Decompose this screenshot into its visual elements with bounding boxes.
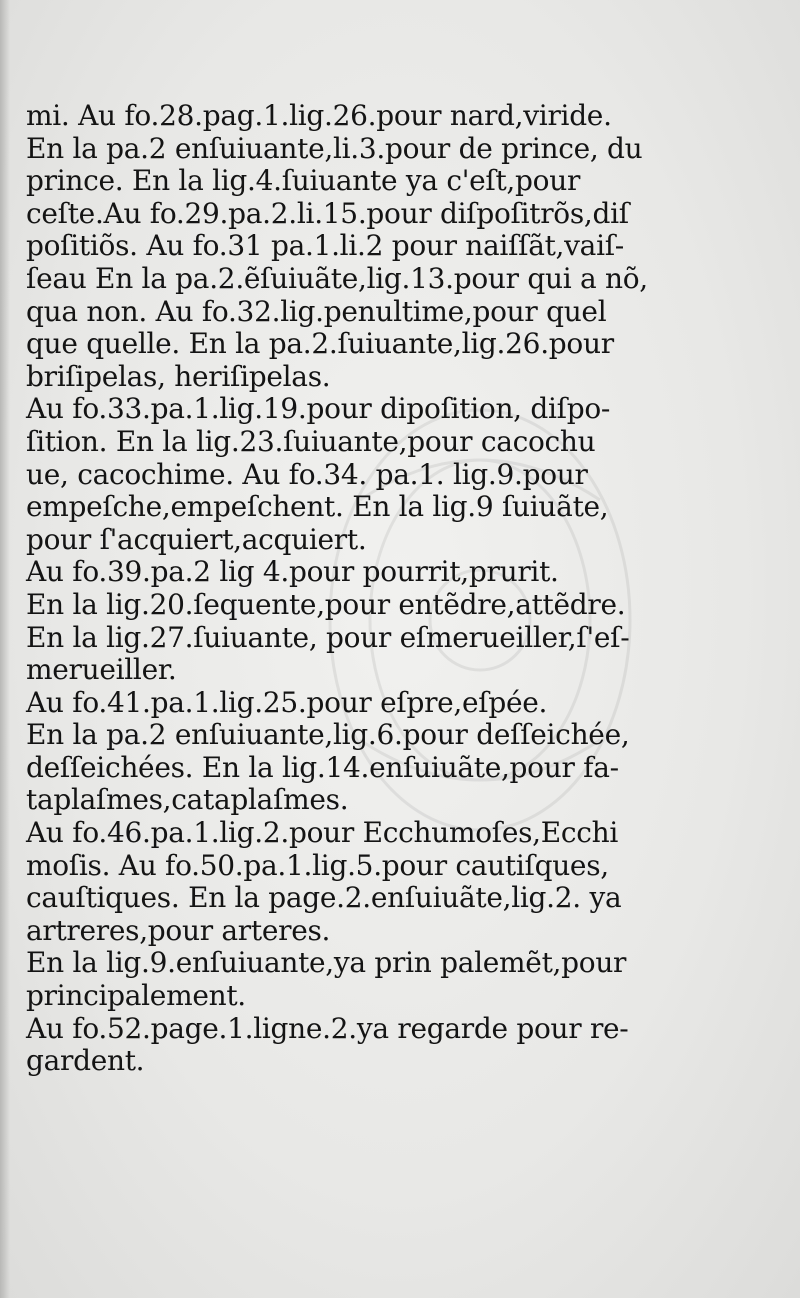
- text-line: merueiller.: [26, 653, 177, 687]
- text-line: En la pa.2 enſuiuante,li.3.pour de prince, du: [26, 131, 643, 165]
- text-line: briſipelas, heriſipelas.: [26, 359, 331, 393]
- text-line: Au fo.46.pa.1.lig.2.pour Ecchumoſes,Ecchi: [26, 816, 619, 850]
- text-line: poſitiõs. Au fo.31 pa.1.li.2 pour naiſſãt,vaiſ-: [26, 229, 624, 263]
- text-line: Au fo.41.pa.1.lig.25.pour eſpre,eſpée.: [26, 685, 548, 719]
- text-line: qua non. Au fo.32.lig.penultime,pour quel: [26, 294, 607, 328]
- text-line: principalement.: [26, 979, 246, 1013]
- text-line: prince. En la lig.4.ſuiuante ya c'eſt,pour: [26, 164, 581, 198]
- text-line: En la lig.9.enſuiuante,ya prin palemẽt,pour: [26, 946, 627, 980]
- text-line: taplaſmes,cataplaſmes.: [26, 783, 349, 817]
- text-line: moſis. Au fo.50.pa.1.lig.5.pour cautiſques,: [26, 848, 609, 882]
- text-line: que quelle. En la pa.2.ſuiuante,lig.26.pour: [26, 327, 614, 361]
- text-line: mi. Au fo.28.pag.1.lig.26.pour nard,viride.: [26, 99, 612, 132]
- page-edge-shadow: [0, 0, 10, 1298]
- text-line: Au fo.33.pa.1.lig.19.pour dipoſition, diſpo-: [26, 392, 611, 426]
- text-line: ſeau En la pa.2.ẽſuiuãte,lig.13.pour qui a nõ,: [26, 261, 648, 295]
- text-line: empeſche,empeſchent. En la lig.9 ſuiuãte,: [26, 490, 609, 524]
- text-line: En la pa.2 enſuiuante,lig.6.pour deſſeichée,: [26, 718, 630, 752]
- text-line: artreres,pour arteres.: [26, 913, 331, 947]
- text-line: gardent.: [26, 1044, 145, 1078]
- text-line: En la lig.20.ſequente,pour entẽdre,attẽdre.: [26, 587, 626, 621]
- text-line: En la lig.27.ſuiuante, pour eſmerueiller,ſ'eſ-: [26, 620, 630, 654]
- text-line: cauſtiques. En la page.2.enſuiuãte,lig.2. ya: [26, 881, 622, 915]
- text-line: pour ſ'acquiert,acquiert.: [26, 522, 367, 556]
- text-line: Au fo.39.pa.2 lig 4.pour pourrit,prurit.: [26, 555, 559, 589]
- text-line: ue, cacochime. Au fo.34. pa.1. lig.9.pour: [26, 457, 588, 491]
- text-line: deſſeichées. En la lig.14.enſuiuãte,pour fa-: [26, 750, 619, 784]
- text-line: Au fo.52.page.1.ligne.2.ya regarde pour re-: [26, 1011, 629, 1045]
- text-line: ceſte.Au fo.29.pa.2.li.15.pour diſpoſitrõs,diſ: [26, 196, 629, 230]
- errata-text: [26, 100, 646, 1078]
- text-line: ſition. En la lig.23.ſuiuante,pour cacochu: [26, 424, 596, 458]
